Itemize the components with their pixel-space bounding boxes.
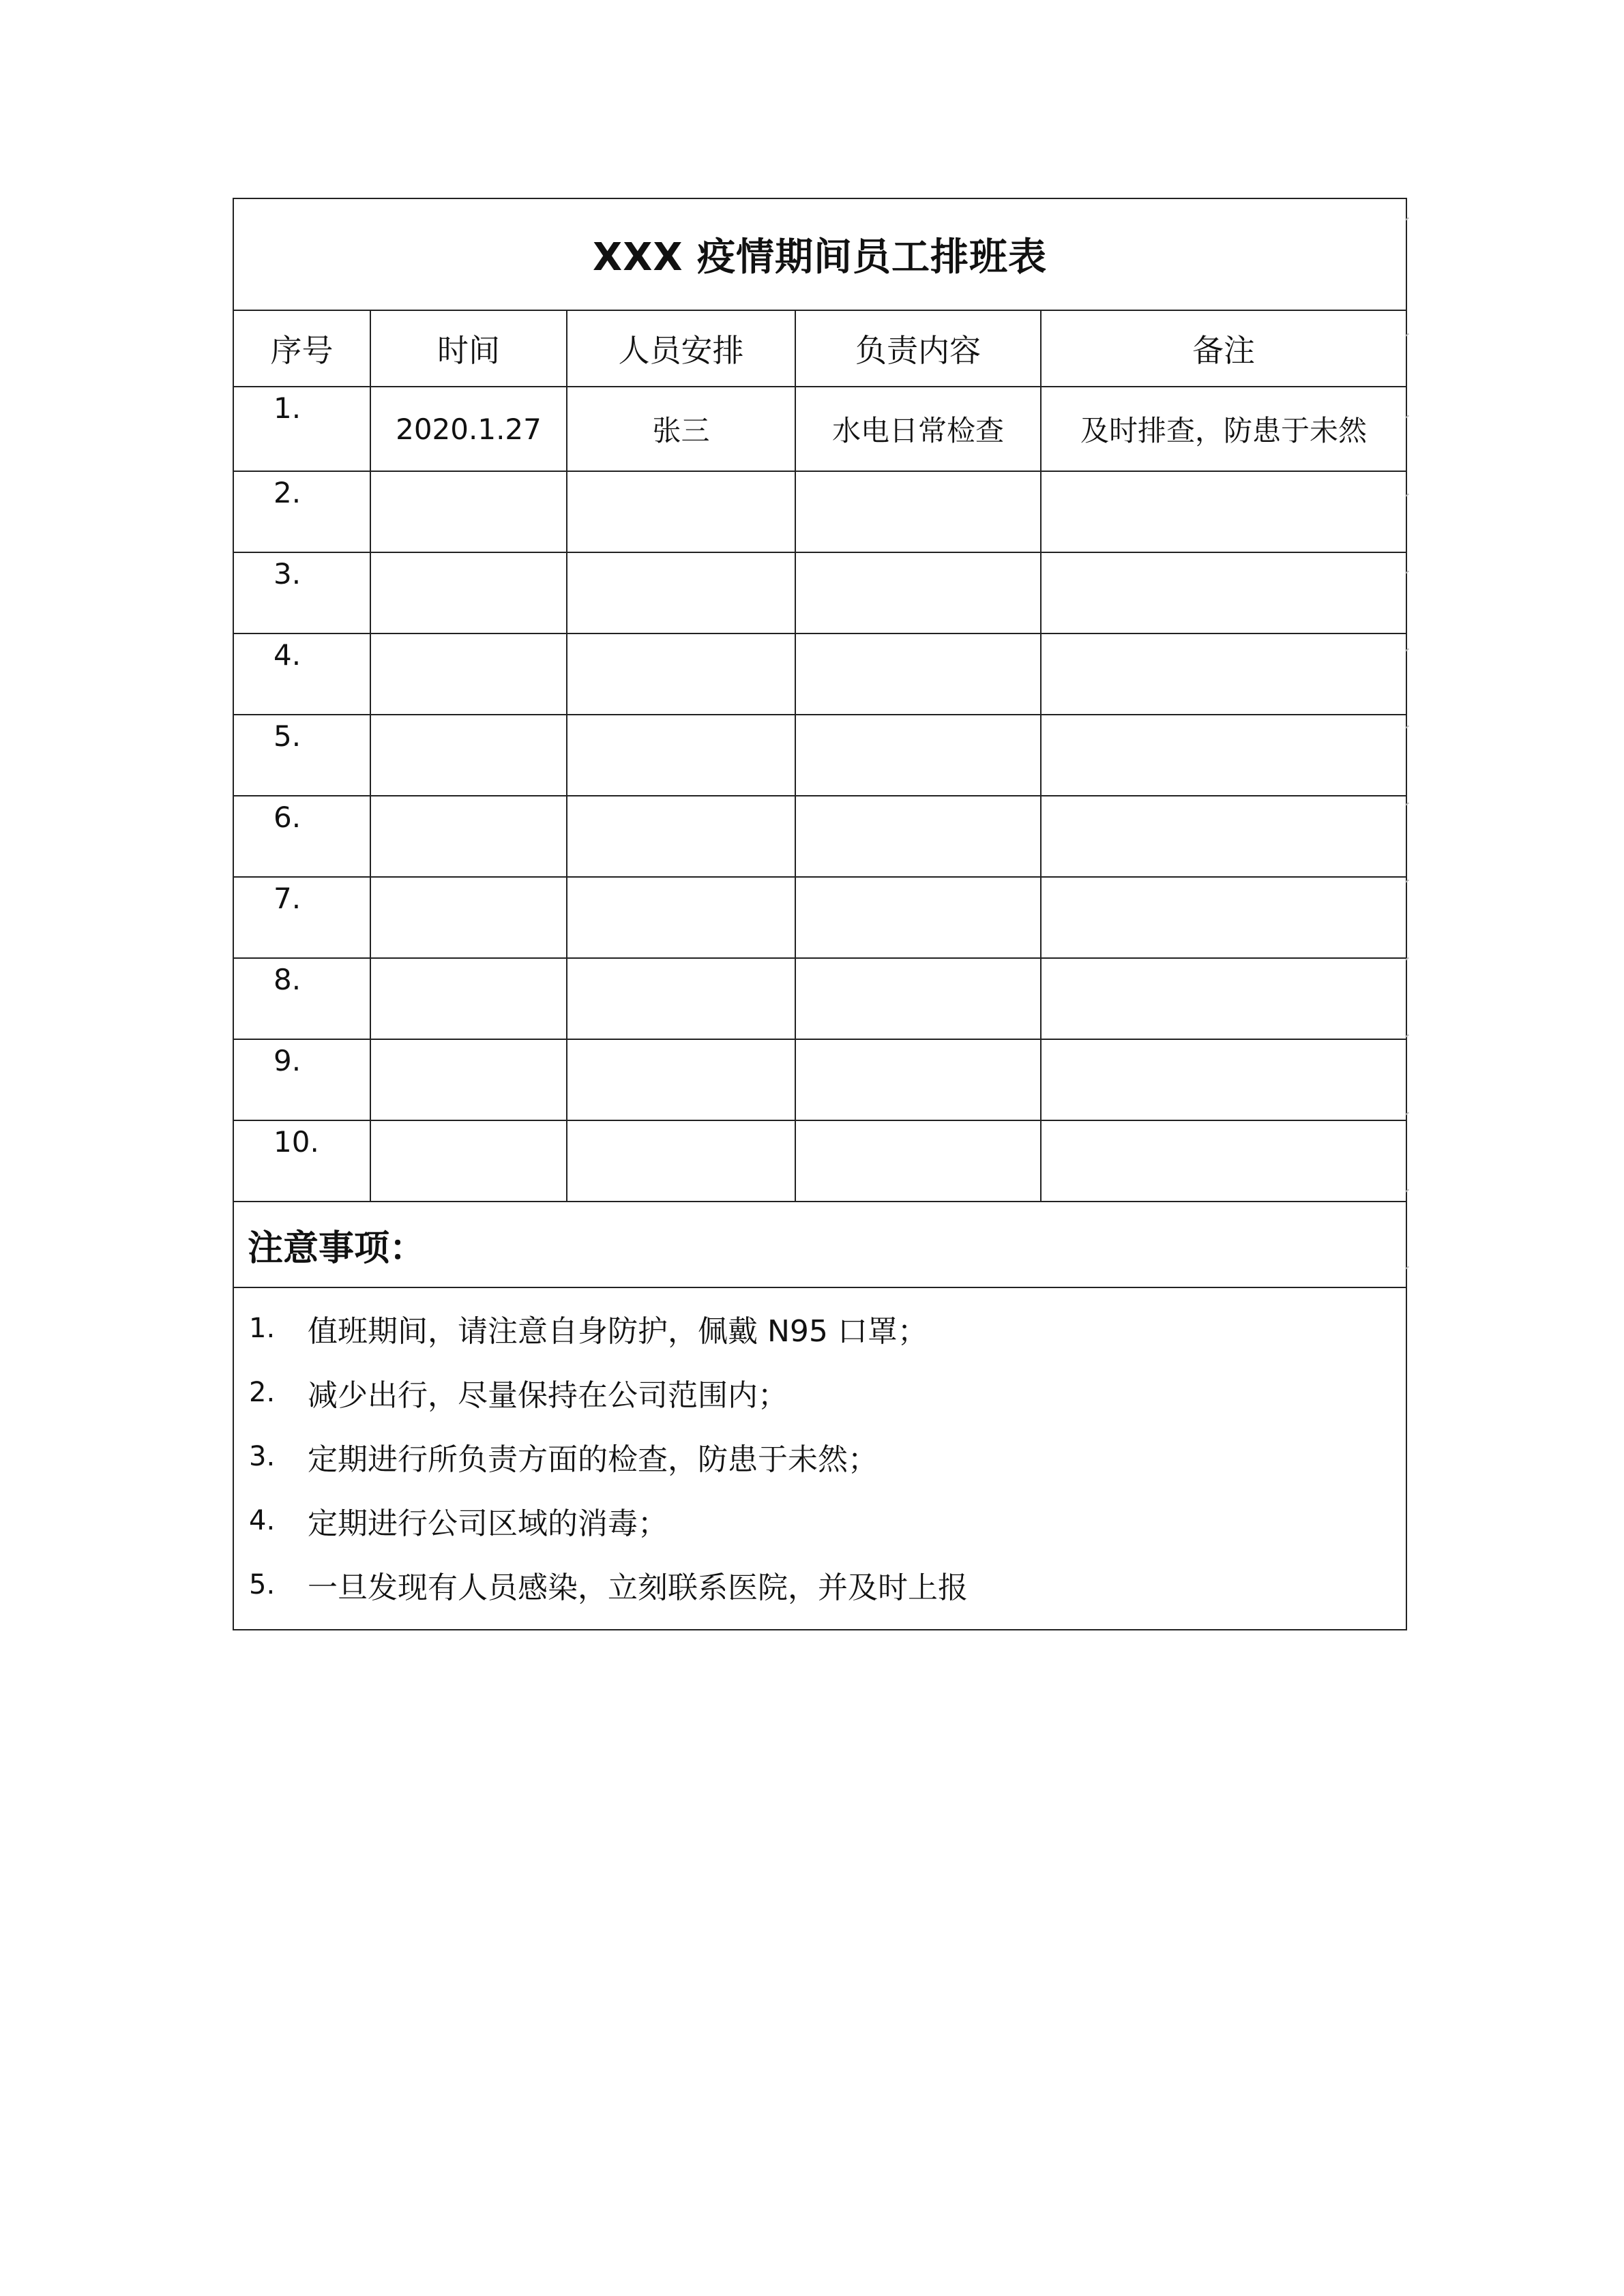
note-text: 一旦发现有人员感染，立刻联系医院，并及时上报 (308, 1570, 968, 1605)
list-item (249, 1489, 1406, 1553)
row-seq: 4. (233, 633, 370, 715)
row-remark (1041, 1039, 1406, 1120)
row-duty (795, 796, 1041, 877)
list-item (249, 1425, 1406, 1489)
row-time (370, 1120, 567, 1202)
row-staff (567, 1120, 795, 1202)
table-row (233, 877, 1406, 958)
row-staff (567, 552, 795, 633)
row-duty (795, 877, 1041, 958)
schedule-table (233, 198, 1407, 1630)
row-staff (567, 877, 795, 958)
table-row (233, 715, 1406, 796)
row-duty (795, 1120, 1041, 1202)
row-seq: 8. (233, 958, 370, 1039)
table-row (233, 1039, 1406, 1120)
row-seq: 2. (233, 471, 370, 552)
row-remark: 及时排查，防患于未然 (1041, 387, 1406, 471)
row-remark (1041, 796, 1406, 877)
table-row (233, 633, 1406, 715)
header-remark: 备注 (1041, 310, 1406, 387)
table-row (233, 552, 1406, 633)
row-remark (1041, 471, 1406, 552)
row-staff (567, 796, 795, 877)
note-number: 4. (249, 1505, 276, 1536)
row-duty (795, 471, 1041, 552)
row-remark (1041, 633, 1406, 715)
notes-list (233, 1287, 1406, 1630)
row-duty (795, 1039, 1041, 1120)
row-seq: 1. (233, 387, 370, 471)
header-seq: 序号 (233, 310, 370, 387)
row-duty (795, 552, 1041, 633)
row-remark (1041, 958, 1406, 1039)
row-seq: 3. (233, 552, 370, 633)
row-duty (795, 715, 1041, 796)
row-time (370, 552, 567, 633)
row-time: 2020.1.27 (370, 387, 567, 471)
note-text: 定期进行公司区域的消毒； (308, 1506, 668, 1541)
list-item (249, 1296, 1406, 1360)
table-row (233, 1120, 1406, 1202)
row-duty (795, 633, 1041, 715)
table-row (233, 387, 1406, 471)
row-staff (567, 1039, 795, 1120)
row-duty (795, 958, 1041, 1039)
table-title: XXX 疫情期间员工排班表 (233, 198, 1406, 310)
note-number: 5. (249, 1569, 276, 1600)
row-staff (567, 715, 795, 796)
row-duty: 水电日常检查 (795, 387, 1041, 471)
notes-heading: 注意事项： (233, 1202, 1406, 1287)
header-staff: 人员安排 (567, 310, 795, 387)
table-row (233, 471, 1406, 552)
header-duty: 负责内容 (795, 310, 1041, 387)
row-remark (1041, 877, 1406, 958)
row-staff (567, 471, 795, 552)
row-staff: 张三 (567, 387, 795, 471)
row-time (370, 715, 567, 796)
row-seq: 9. (233, 1039, 370, 1120)
note-number: 2. (249, 1377, 276, 1408)
note-text: 值班期间，请注意自身防护，佩戴 N95 口罩； (308, 1314, 928, 1349)
row-remark (1041, 552, 1406, 633)
row-seq: 10. (233, 1120, 370, 1202)
header-row (233, 310, 1406, 387)
row-time (370, 633, 567, 715)
list-item (249, 1553, 1406, 1617)
list-item (249, 1360, 1406, 1425)
row-time (370, 471, 567, 552)
table-row (233, 958, 1406, 1039)
row-remark (1041, 715, 1406, 796)
row-seq: 6. (233, 796, 370, 877)
row-staff (567, 958, 795, 1039)
row-seq: 7. (233, 877, 370, 958)
row-time (370, 1039, 567, 1120)
row-seq: 5. (233, 715, 370, 796)
row-remark (1041, 1120, 1406, 1202)
header-time: 时间 (370, 310, 567, 387)
table-row (233, 796, 1406, 877)
note-text: 减少出行，尽量保持在公司范围内； (308, 1378, 788, 1413)
row-staff (567, 633, 795, 715)
row-time (370, 877, 567, 958)
note-text: 定期进行所负责方面的检查，防患于未然； (308, 1442, 878, 1477)
row-time (370, 958, 567, 1039)
note-number: 1. (249, 1313, 276, 1344)
note-number: 3. (249, 1441, 276, 1472)
row-time (370, 796, 567, 877)
